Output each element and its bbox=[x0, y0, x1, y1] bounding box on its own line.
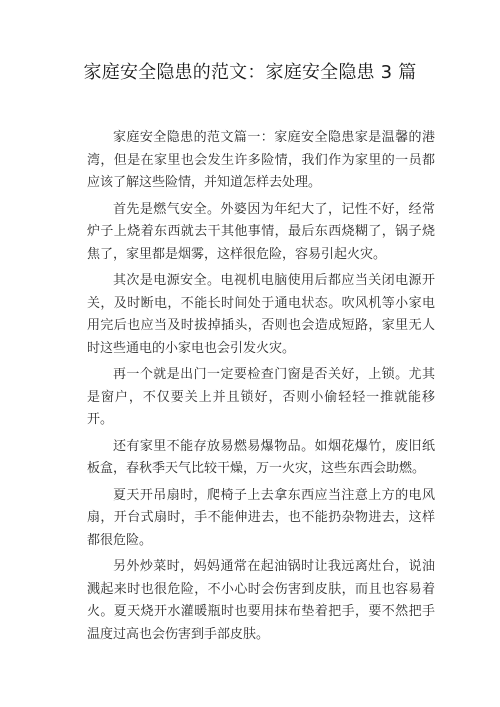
paragraph-1: 家庭安全隐患的范文篇一：家庭安全隐患家是温馨的港湾，但是在家里也会发生许多险情，我们作为家里的一员都应该了解这些险情，并知道怎样去处理。 bbox=[87, 130, 435, 190]
paragraph-2: 首先是燃气安全。外婆因为年纪大了，记性不好，经常炉子上烧着东西就去干其他事情，最后东西烧糊了，锅子烧焦了，家里都是烟雾，这样很危险，容易引起火灾。 bbox=[87, 201, 435, 262]
page-title: 家庭安全隐患的范文：家庭安全隐患 3 篇 bbox=[83, 62, 417, 83]
paragraph-7: 另外炒菜时，妈妈通常在起油锅时让我远离灶台，说油溅起来时也很危险，不小心时会伤害到皮肤，而且也容易着火。夏天烧开水灌暖瓶时也要用抹布垫着把手，要不然把手温度过高也会伤害到手部皮肤。 bbox=[87, 559, 435, 642]
paragraph-6: 夏天开吊扇时，爬椅子上去拿东西应当注意上方的电风扇，开台式扇时，手不能伸进去，也不能扔杂物进去，这样都很危险。 bbox=[87, 487, 435, 548]
paragraph-5: 还有家里不能存放易燃易爆物品。如烟花爆竹，废旧纸板盒，春秋季天气比较干燥，万一火灾，这些东西会助燃。 bbox=[87, 438, 435, 476]
paragraph-3: 其次是电源安全。电视机电脑使用后都应当关闭电源开关，及时断电，不能长时间处于通电状态。吹风机等小家电用完后也应当及时拔掉插头，否则也会造成短路，家里无人时这些通电的小家电也会引发火灾。 bbox=[87, 273, 435, 356]
paragraph-4: 再一个就是出门一定要检查门窗是否关好，上锁。尤其是窗户，不仅要关上并且锁好，否则小偷轻轻一推就能移开。 bbox=[87, 367, 435, 427]
document-body bbox=[87, 127, 435, 650]
